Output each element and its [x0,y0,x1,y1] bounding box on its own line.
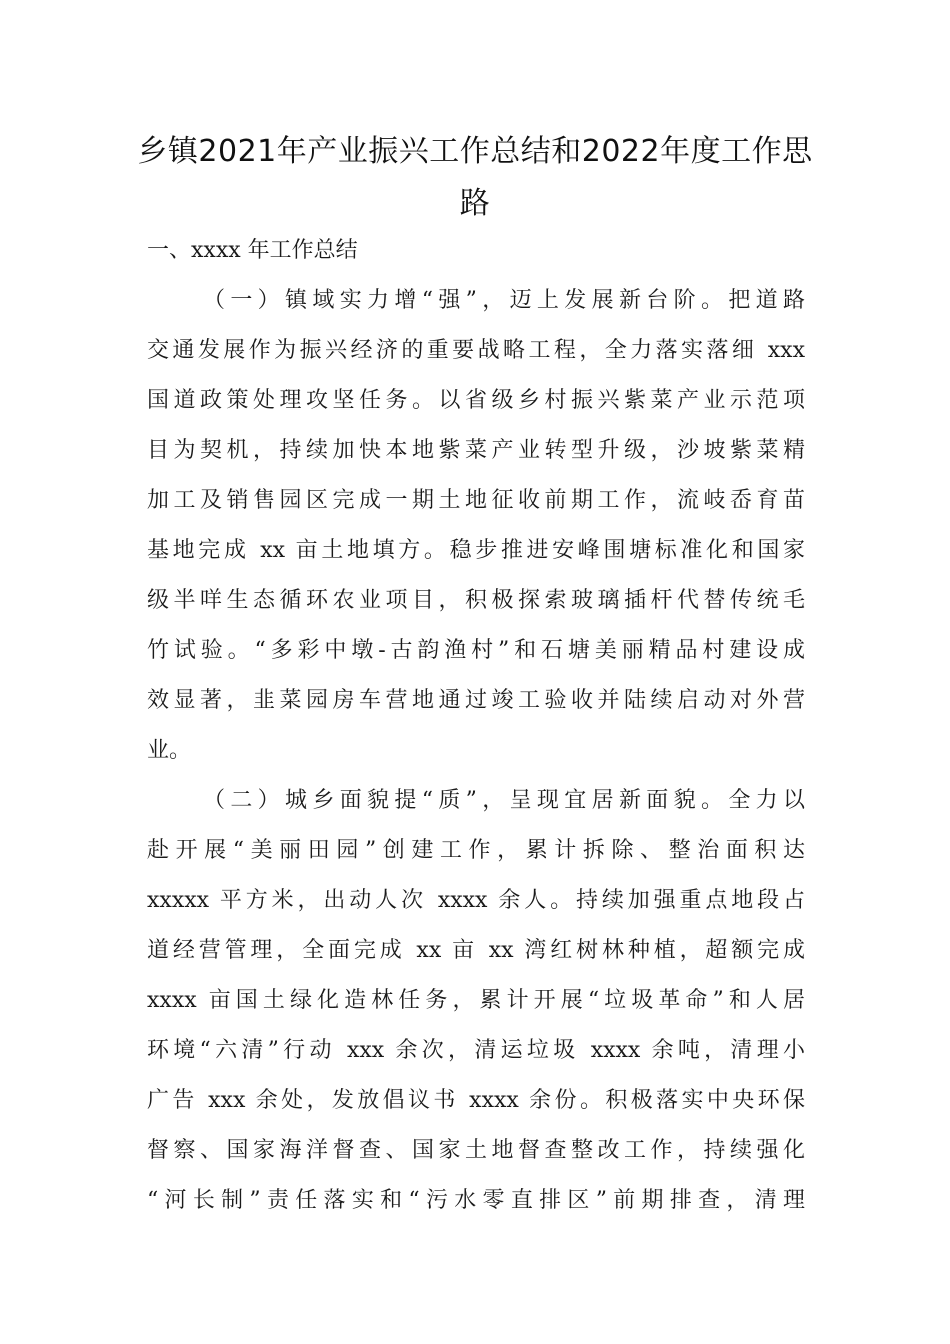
paragraph-1-line-5: 加工及销售园区完成一期土地征收前期工作，流岐岙育苗 [147,488,805,513]
document-title-line-2: 路 [459,186,491,221]
paragraph-1-line-2: 交通发展作为振兴经济的重要战略工程，全力落实落细 xxx [147,338,805,363]
paragraph-2-line-3: xxxxx 平方米，出动人次 xxxx 余人。持续加强重点地段占 [147,888,805,913]
paragraph-1-line-3: 国道政策处理攻坚任务。以省级乡村振兴紫菜产业示范项 [147,388,805,413]
paragraph-1-line-6: 基地完成 xx 亩土地填方。稳步推进安峰围塘标准化和国家 [147,538,805,563]
paragraph-1-line-1: （一）镇域实力增“强”，迈上发展新台阶。把道路 [203,288,805,313]
paragraph-2-line-1: （二）城乡面貌提“质”，呈现宜居新面貌。全力以 [203,788,805,813]
paragraph-2-line-9: “河长制”责任落实和“污水零直排区”前期排查，清理 [147,1188,805,1213]
paragraph-1-line-7: 级半咩生态循环农业项目，积极探索玻璃插杆代替传统毛 [147,588,805,613]
paragraph-1-line-8: 竹试验。“多彩中墩-古韵渔村”和石塘美丽精品村建设成 [147,638,805,663]
document-title-line-1: 乡镇2021年产业振兴工作总结和2022年度工作思 [137,134,813,169]
paragraph-1-line-9: 效显著，韭菜园房车营地通过竣工验收并陆续启动对外营 [147,688,805,713]
paragraph-2-line-4: 道经营管理，全面完成 xx 亩 xx 湾红树林种植，超额完成 [147,938,805,963]
paragraph-2-line-6: 环境“六清”行动 xxx 余次，清运垃圾 xxxx 余吨，清理小 [147,1038,805,1063]
section-heading: 一、xxxx 年工作总结 [147,238,358,263]
paragraph-1-line-10: 业。 [147,738,192,763]
paragraph-2-line-8: 督察、国家海洋督查、国家土地督查整改工作，持续强化 [147,1138,805,1163]
paragraph-2-line-5: xxxx 亩国土绿化造林任务，累计开展“垃圾革命”和人居 [147,988,805,1013]
paragraph-2-line-7: 广告 xxx 余处，发放倡议书 xxxx 余份。积极落实中央环保 [147,1088,805,1113]
paragraph-1-line-4: 目为契机，持续加快本地紫菜产业转型升级，沙坡紫菜精 [147,438,805,463]
paragraph-2-line-2: 赴开展“美丽田园”创建工作，累计拆除、整治面积达 [147,838,805,863]
